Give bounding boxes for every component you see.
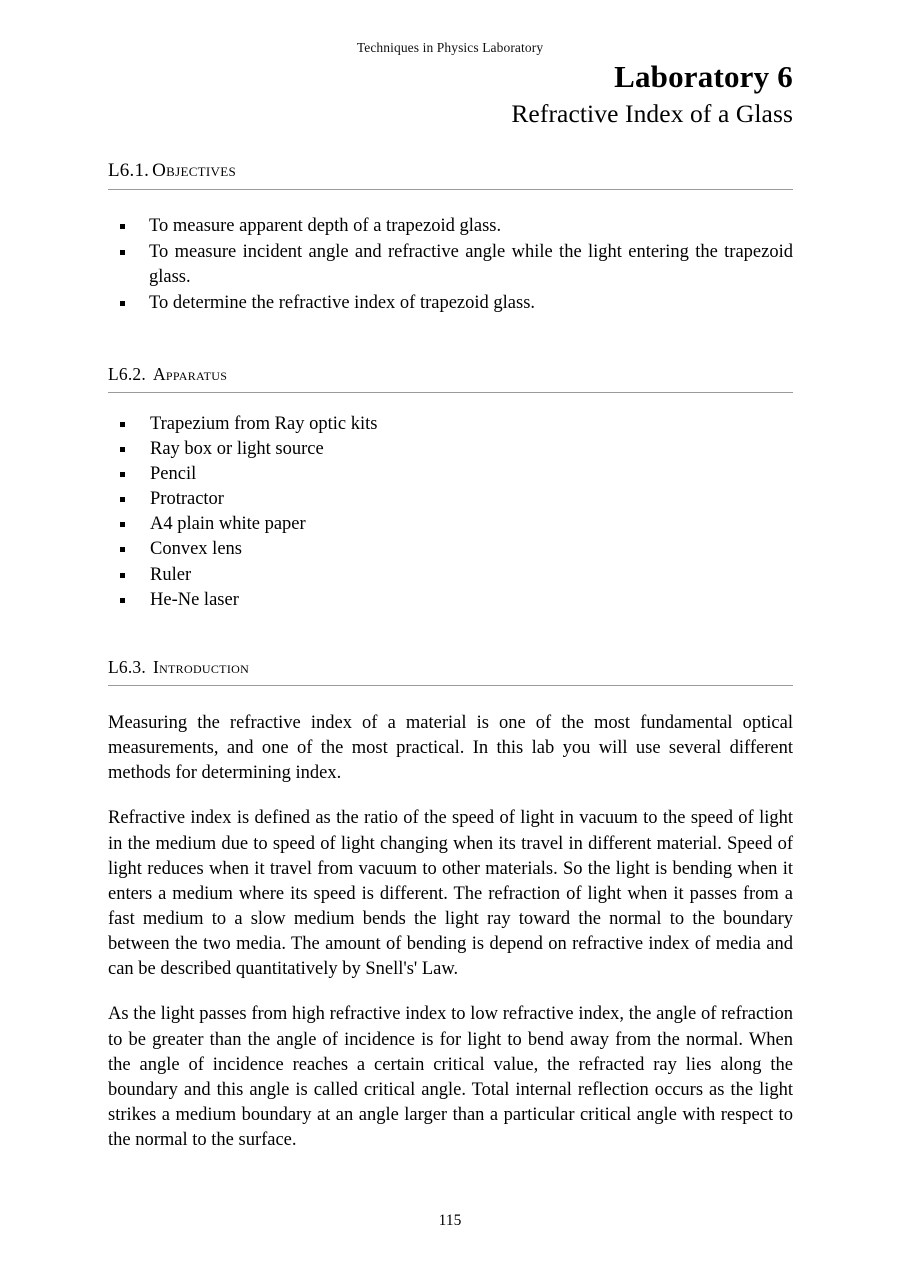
spacer [108, 786, 793, 806]
square-bullet-icon [120, 598, 125, 603]
list-item [108, 437, 793, 462]
square-bullet-icon [120, 250, 125, 255]
section-number: L6.1. [108, 160, 150, 181]
square-bullet-icon [120, 522, 125, 527]
running-head: Techniques in Physics Laboratory [356, 40, 544, 55]
list-item [108, 487, 793, 512]
apparatus-list [108, 412, 793, 613]
list-item-text: Ruler [150, 564, 192, 585]
square-bullet-icon [120, 224, 125, 229]
list-item-text: Ray box or light source [150, 438, 324, 459]
paragraph: Refractive index is defined as the ratio of the speed of light in vacuum to the speed of light in the medium due to speed of light changing when its travel in different material. Speed of light reduces when it travel from vacuum to other materials. So the light is bending when it enters a medium where its speed is different. The refraction of light when it passes from a fast medium to a slow medium bends the light ray toward the normal to the boundary between the two media. The amount of bending is depend on refractive index of media and can be described quantitatively by Snell's' Law. [108, 808, 793, 980]
section-heading-apparatus [108, 364, 793, 393]
square-bullet-icon [120, 547, 125, 552]
list-item [108, 462, 793, 487]
section-number: L6.2. [108, 363, 146, 384]
section-heading-introduction [108, 657, 793, 686]
list-item-text: Pencil [150, 463, 197, 484]
list-item-text: Protractor [150, 489, 224, 510]
page-subtitle: Refractive Index of a Glass [511, 98, 793, 128]
square-bullet-icon [120, 301, 125, 306]
paragraph: As the light passes from high refractive index to low refractive index, the angle of refraction to be greater than the angle of incidence is for light to bend away from the normal. When the angle of incidence reaches a certain critical value, the refracted ray lies along the boundary and this angle is called critical angle. Total internal reflection occurs as the light strikes a medium boundary at an angle larger than a particular critical angle with respect to the normal to the surface. [108, 1004, 793, 1151]
list-item-text: He-Ne laser [150, 589, 239, 610]
list-item-text: A4 plain white paper [150, 514, 306, 535]
list-item [108, 240, 793, 290]
square-bullet-icon [120, 422, 125, 427]
spacer [108, 982, 793, 1002]
spacer [108, 318, 793, 364]
paragraph: Measuring the refractive index of a material is one of the most fundamental optical measurements, and one of the most practical. In this lab you will use several different methods for determining index. [108, 712, 793, 784]
list-item-text: Trapezium from Ray optic kits [150, 413, 378, 434]
square-bullet-icon [120, 573, 125, 578]
section-number: L6.3. [108, 656, 146, 677]
list-item [108, 563, 793, 588]
document-content [108, 160, 793, 1153]
section-heading-objectives [108, 160, 793, 190]
list-item [108, 291, 793, 316]
square-bullet-icon [120, 472, 125, 477]
square-bullet-icon [120, 497, 125, 502]
spacer [108, 613, 793, 657]
section-title: Apparatus [152, 363, 228, 384]
page-number: 115 [438, 1212, 462, 1229]
list-item-text: To measure apparent depth of a trapezoid glass. [149, 216, 502, 236]
section-title: Objectives [152, 160, 237, 181]
list-item [108, 512, 793, 537]
list-item [108, 537, 793, 562]
page-title: Laboratory 6 [614, 59, 793, 94]
list-item [108, 412, 793, 437]
square-bullet-icon [120, 447, 125, 452]
section-title: Introduction [152, 656, 250, 677]
list-item [108, 214, 793, 239]
title-block [108, 60, 793, 129]
list-item-text: To measure incident angle and refractive angle while the light entering the trapezoid glass. [149, 242, 793, 288]
objectives-list [108, 214, 793, 317]
list-item-text: Convex lens [150, 539, 242, 560]
list-item-text: To determine the refractive index of trapezoid glass. [149, 293, 536, 314]
list-item [108, 588, 793, 613]
